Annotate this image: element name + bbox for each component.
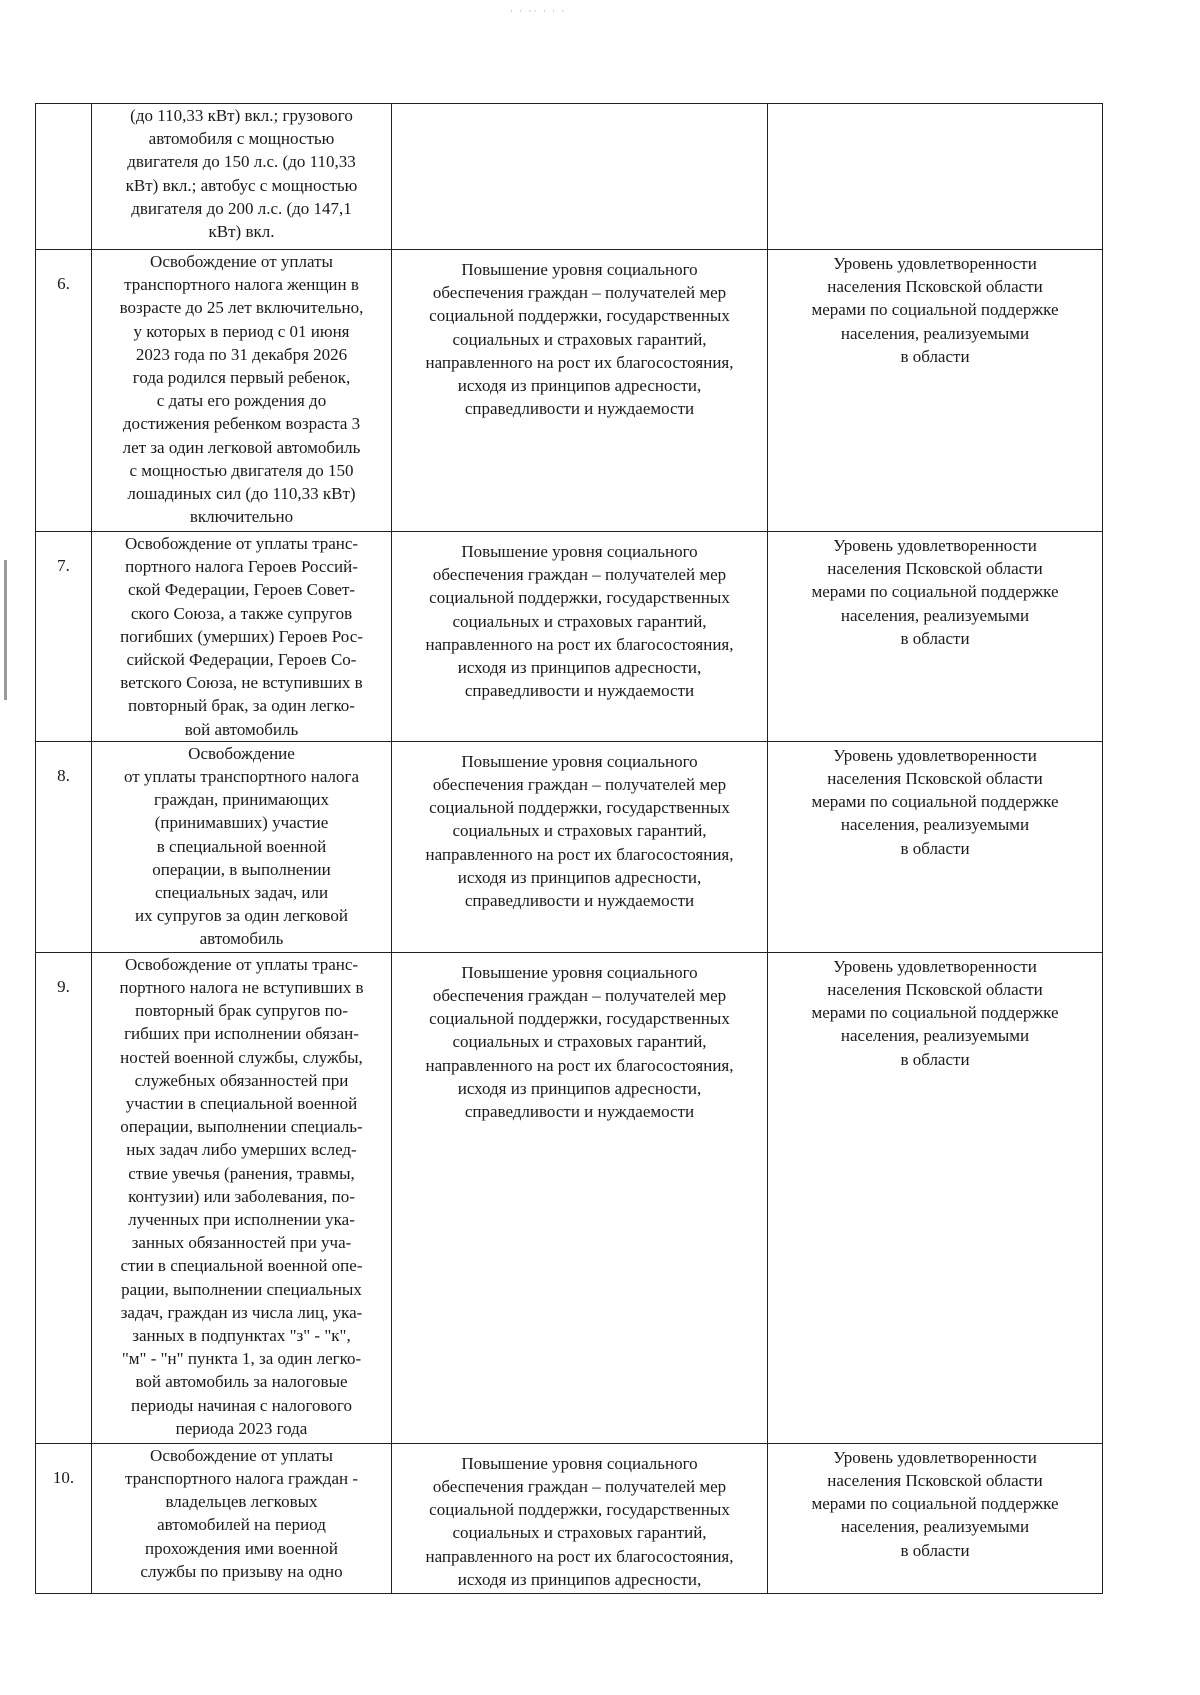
measure-cell: Освобождение от уплаты транспортного налога граждан - владельцев легковых автомобилей на период прохождения ими военной службы по призыву на одно	[92, 1443, 392, 1593]
measure-cell: Освобождение от уплаты транс- портного налога Героев Россий- ской Федерации, Героев Совет- ского Союза, а также супругов погибших (умерших) Героев Рос- сийской Федерации, Героев Со- ветского Союза, не вступивших в повторный брак, за один легко- вой автомобиль	[92, 532, 392, 742]
goal-cell: Повышение уровня социального обеспечения граждан – получателей мер социальной поддержки, государственных социальных и страховых гарантий, направленного на рост их благосостояния, исходя из принципов адресности, справедливости и нуждаемости	[392, 250, 768, 532]
indicator-cell: Уровень удовлетворенности населения Псковской области мерами по социальной поддержке населения, реализуемыми в области	[768, 1443, 1103, 1593]
row-number	[36, 104, 92, 250]
goal-cell: Повышение уровня социального обеспечения граждан – получателей мер социальной поддержки, государственных социальных и страховых гарантий, направленного на рост их благосостояния, исходя из принципов адресности, справедливости и нуждаемости	[392, 532, 768, 742]
goal-cell: Повышение уровня социального обеспечения граждан – получателей мер социальной поддержки, государственных социальных и страховых гарантий, направленного на рост их благосостояния, исходя из принципов адресности,	[392, 1443, 768, 1593]
row-number: 8.	[36, 741, 92, 952]
goal-cell	[392, 104, 768, 250]
indicator-cell	[768, 104, 1103, 250]
row-number: 6.	[36, 250, 92, 532]
measure-cell: Освобождение от уплаты транспортного налога женщин в возрасте до 25 лет включительно, у которых в период с 01 июня 2023 года по 31 декабря 2026 года родился первый ребенок, с даты его рождения до достижения ребенком возраста 3 лет за один легковой автомобиль с мощностью двигателя до 150 лошадиных сил (до 110,33 кВт) включительно	[92, 250, 392, 532]
measure-cell: Освобождение от уплаты транспортного налога граждан, принимающих (принимавших) участие в специальной военной операции, в выполнении специальных задач, или их супругов за один легковой автомобиль	[92, 741, 392, 952]
table-row	[36, 250, 1103, 532]
table-row	[36, 1443, 1103, 1593]
table-row	[36, 104, 1103, 250]
row-number: 10.	[36, 1443, 92, 1593]
measure-cell: Освобождение от уплаты транс- портного налога не вступивших в повторный брак супругов по- гибших при исполнении обязан- ностей военной службы, службы, служебных обязанностей при участии в специальной военной операции, выполнении специаль- ных задач либо умерших вслед- ствие увечья (ранения, травмы, контузии) или заболевания, по- лученных при исполнении ука- занных обязанностей при уча- стии в специальной военной опе- рации, выполнении специальных задач, граждан из числа лиц, ука- занных в подпунктах "з" - "к", "м" - "н" пункта 1, за один легко- вой автомобиль за налоговые периоды начиная с налогового периода 2023 года	[92, 952, 392, 1443]
indicator-cell: Уровень удовлетворенности населения Псковской области мерами по социальной поддержке населения, реализуемыми в области	[768, 250, 1103, 532]
table-row	[36, 952, 1103, 1443]
row-number: 9.	[36, 952, 92, 1443]
goal-cell: Повышение уровня социального обеспечения граждан – получателей мер социальной поддержки, государственных социальных и страховых гарантий, направленного на рост их благосостояния, исходя из принципов адресности, справедливости и нуждаемости	[392, 741, 768, 952]
indicator-cell: Уровень удовлетворенности населения Псковской области мерами по социальной поддержке населения, реализуемыми в области	[768, 741, 1103, 952]
indicator-cell: Уровень удовлетворенности населения Псковской области мерами по социальной поддержке населения, реализуемыми в области	[768, 952, 1103, 1443]
goal-cell: Повышение уровня социального обеспечения граждан – получателей мер социальной поддержки, государственных социальных и страховых гарантий, направленного на рост их благосостояния, исходя из принципов адресности, справедливости и нуждаемости	[392, 952, 768, 1443]
scan-artifact: · · ·· · · ·	[510, 6, 567, 16]
row-number: 7.	[36, 532, 92, 742]
scan-edge-mark	[4, 560, 7, 700]
table-row	[36, 532, 1103, 742]
tax-benefits-table	[35, 103, 1103, 1594]
indicator-cell: Уровень удовлетворенности населения Псковской области мерами по социальной поддержке населения, реализуемыми в области	[768, 532, 1103, 742]
measure-cell: (до 110,33 кВт) вкл.; грузового автомобиля с мощностью двигателя до 150 л.с. (до 110,33 кВт) вкл.; автобус с мощностью двигателя до 200 л.с. (до 147,1 кВт) вкл.	[92, 104, 392, 250]
table-row	[36, 741, 1103, 952]
